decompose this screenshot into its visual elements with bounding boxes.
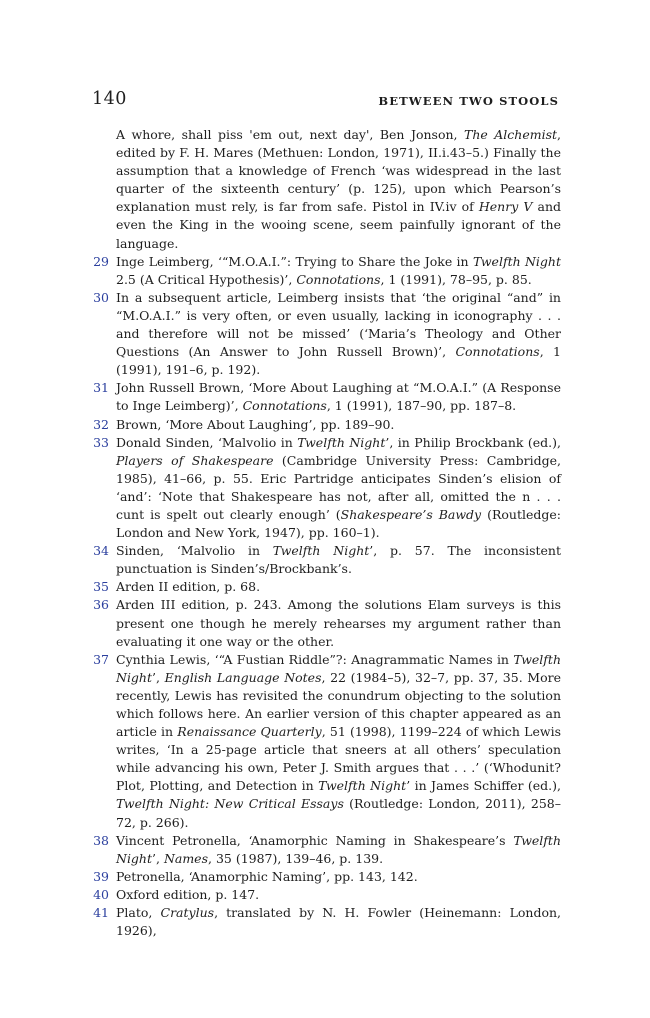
italic-title: Shakespeare’s Bawdy — [340, 506, 482, 522]
italic-title: Cratylus — [160, 905, 215, 921]
note-text: and even the King in the wooing scene, seem painfully ignorant of the language. — [116, 199, 561, 251]
endnote-number: 37 — [93, 651, 109, 667]
endnote-35 — [82, 578, 561, 596]
endnote-36 — [82, 596, 561, 650]
endnote-number: 32 — [93, 416, 109, 432]
endnote-number: 39 — [93, 868, 109, 884]
note-text: ’, in Philip Brockbank (ed.), — [385, 434, 561, 450]
endnote-number: 38 — [93, 832, 109, 848]
endnote-40 — [82, 886, 561, 904]
endnote-number: 34 — [93, 543, 109, 559]
note-text: Plato, — [116, 905, 161, 921]
note-text: Brown, ‘More About Laughing’, pp. 189–90. — [116, 416, 395, 432]
note-text: Arden III edition, p. 243. Among the solutions Elam surveys is this present one though he merely rehearses my argument rather than evaluating it one way or the other. — [116, 597, 561, 649]
endnote-33 — [82, 434, 561, 543]
italic-title: Twelfth Night — [318, 778, 407, 794]
italic-title: English Language Notes — [164, 669, 322, 685]
endnote-number: 40 — [93, 886, 109, 902]
italic-title: Twelfth Night: New Critical Essays — [116, 796, 344, 812]
page-number: 140 — [92, 89, 127, 109]
note-text: ’, p. 57. The inconsistent punctuation is Sinden’s/Brockbank’s. — [116, 543, 561, 577]
endnote-39 — [82, 868, 561, 886]
note-text: , 51 (1998), 1199–224 of which Lewis writes, ‘In a 25-page article that sneers at all others’ speculation while advancing his own, Peter J. Smith argues that . . .’ (‘Whodunit? Plot, Plotting, and Detection in — [116, 724, 561, 794]
note-text: , edited by F. H. Mares (Methuen: London, 1971), II.i.43–5.) Finally the assumption that a knowledge of French ‘was widespread in the last quarter of the sixteenth century’ (p. 125), upon which Pearson’s explanation must rely, is far from safe. Pistol in IV.iv of — [116, 127, 561, 215]
endnote-number: 41 — [93, 905, 109, 921]
note-text: Vincent Petronella, ‘Anamorphic Naming in Shakespeare’s — [116, 832, 514, 848]
endnotes-list — [82, 126, 561, 940]
note-text: (Cambridge University Press: Cambridge, 1985), 41–66, p. 55. Eric Partridge anticipates Sinden’s elision of ‘and’: ‘Note that Shakespeare has not, after all, omitted the n . . . cunt is spelt out clearly enough’ ( — [116, 452, 561, 522]
endnote-41 — [82, 904, 561, 940]
running-head: BETWEEN TWO STOOLS — [378, 94, 559, 108]
endnote-number: 31 — [93, 380, 109, 396]
endnote-number: 35 — [93, 579, 109, 595]
note-text: , 1 (1991), 187–90, pp. 187–8. — [326, 398, 517, 414]
italic-title: Renaissance Quarterly — [177, 724, 322, 740]
note-text: John Russell Brown, ‘More About Laughing at “M.O.A.I.” (A Response to Inge Leimberg)’, — [116, 380, 561, 414]
note-text: ’ in James Schiffer (ed.), — [406, 778, 562, 794]
note-text: Sinden, ‘Malvolio in — [116, 543, 273, 559]
italic-title: Connotations — [455, 344, 540, 360]
note-text: , translated by N. H. Fowler (Heinemann: London, 1926), — [116, 905, 561, 939]
italic-title: Twelfth Night — [297, 434, 386, 450]
note-text: , 35 (1987), 139–46, p. 139. — [208, 850, 384, 866]
italic-title: Henry V — [478, 199, 533, 215]
italic-title: Twelfth Night — [116, 651, 561, 685]
note-text: Donald Sinden, ‘Malvolio in — [116, 434, 298, 450]
endnote-number: 33 — [93, 434, 109, 450]
note-text: , 22 (1984–5), 32–7, pp. 37, 35. More recently, Lewis has revisited the conundrum objecting to the solution which follows here. An earlier version of this chapter appeared as an article in — [116, 669, 562, 740]
endnote-continuation — [82, 126, 561, 253]
endnote-number: 29 — [93, 253, 109, 269]
note-text: Oxford edition, p. 147. — [116, 886, 260, 902]
italic-title: The Alchemist — [463, 127, 558, 142]
italic-title: Twelfth Night — [272, 543, 370, 559]
endnote-34 — [82, 542, 561, 578]
note-text: Inge Leimberg, ‘“M.O.A.I.”: Trying to Share the Joke in — [116, 253, 473, 269]
italic-title: Connotations — [242, 398, 327, 414]
note-text: (Routledge: London and New York, 1947), pp. 160–1). — [116, 506, 561, 541]
italic-title: Players of Shakespeare — [116, 452, 274, 468]
note-text: A whore, shall piss 'em out, next day', Ben Jonson, — [116, 127, 464, 142]
note-text: , 1 (1991), 78–95, p. 85. — [380, 271, 532, 287]
endnote-number: 36 — [93, 597, 109, 613]
note-text: Cynthia Lewis, ‘“A Fustian Riddle”?: Anagrammatic Names in — [116, 651, 514, 667]
endnote-37 — [82, 651, 561, 832]
note-text: Arden II edition, p. 68. — [116, 579, 261, 595]
endnote-number: 30 — [93, 289, 109, 305]
endnote-38 — [82, 832, 561, 868]
endnote-29 — [82, 253, 561, 289]
italic-title: Twelfth Night — [116, 832, 561, 866]
note-text: In a subsequent article, Leimberg insists that ‘the original “and” in “M.O.A.I.” is very often, or even usually, lacking in iconography . . . and therefore will not be missed’ (‘Maria’s Theology and Other Questions (An Answer to John Russell Brown)’, — [116, 289, 561, 360]
endnote-32 — [82, 416, 561, 434]
endnote-31 — [82, 379, 561, 415]
italic-title: Names — [163, 850, 208, 866]
note-text: ’, — [152, 850, 164, 866]
endnote-30 — [82, 289, 561, 379]
note-text: ’, — [152, 669, 165, 685]
note-text: Petronella, ‘Anamorphic Naming’, pp. 143, 142. — [116, 868, 418, 884]
note-text: (Routledge: London, 2011), 258–72, p. 266). — [116, 796, 561, 830]
note-text: 2.5 (A Critical Hypothesis)’, — [116, 271, 297, 287]
note-text: , 1 (1991), 191–6, p. 192). — [116, 344, 561, 378]
italic-title: Twelfth Night — [472, 253, 561, 269]
italic-title: Connotations — [296, 271, 381, 287]
